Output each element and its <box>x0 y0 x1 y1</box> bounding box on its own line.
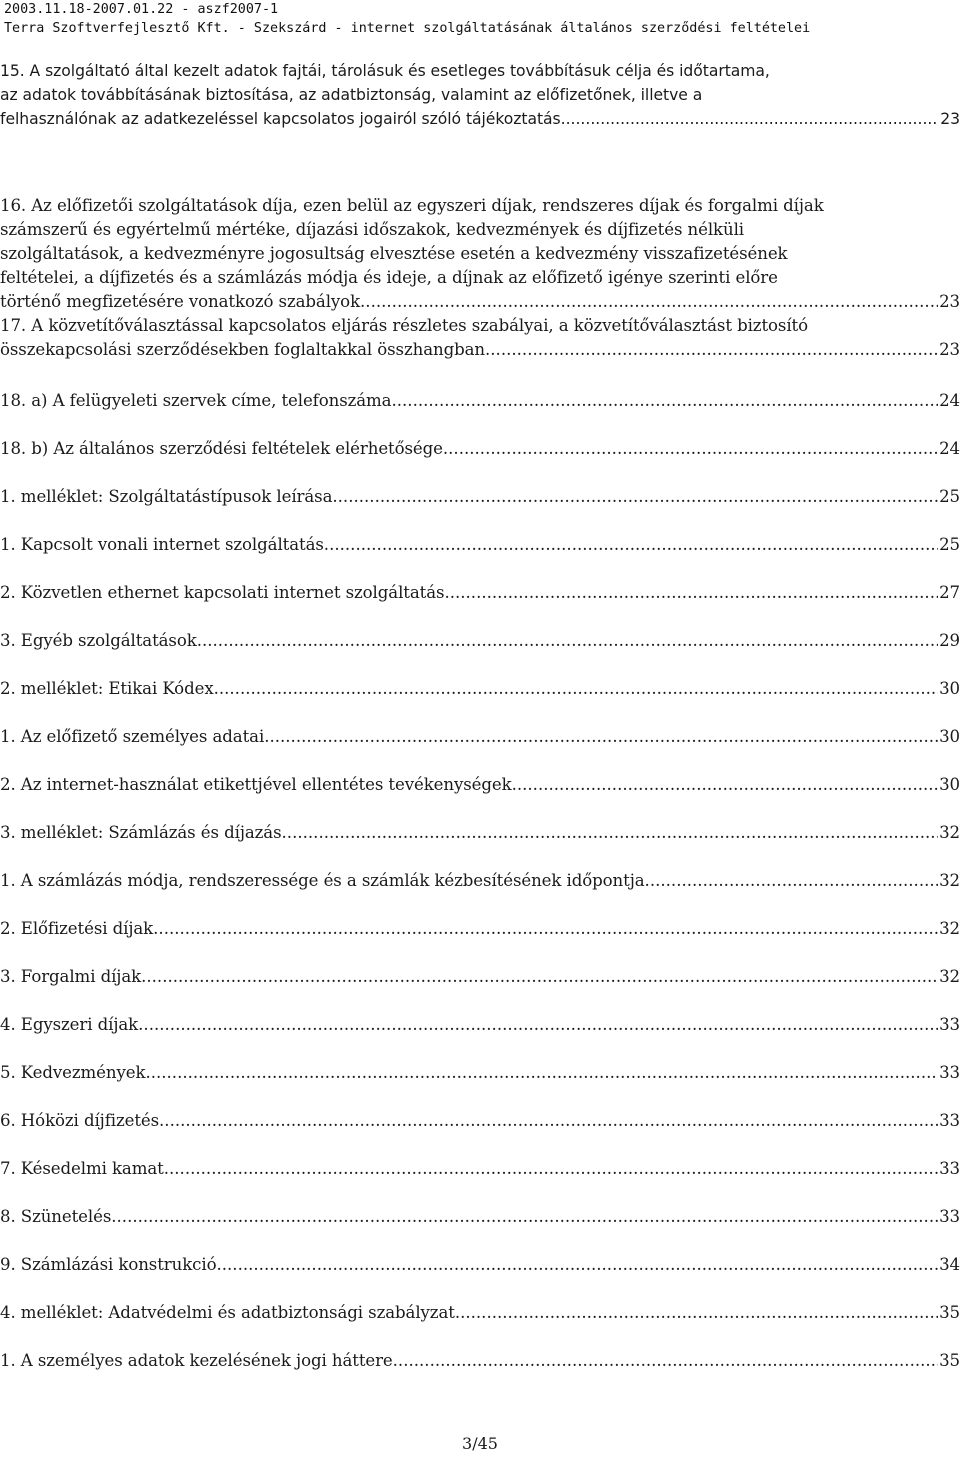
toc-entry-page-number: 34 <box>939 1255 960 1274</box>
toc-entry[interactable] <box>0 1061 960 1085</box>
toc-entry[interactable] <box>0 869 960 893</box>
toc-entry-page-number: 33 <box>939 1207 960 1226</box>
toc-entry-title: 8. Szünetelés <box>0 1207 112 1226</box>
toc-entry-leader-line <box>0 437 960 461</box>
toc-entry-title: 3. Egyéb szolgáltatások <box>0 631 197 650</box>
dot-leader <box>153 917 938 941</box>
dot-leader <box>332 485 938 509</box>
dot-leader <box>197 629 938 653</box>
toc-entry-leader-line <box>0 965 960 989</box>
toc-entry-leader-line <box>0 869 960 893</box>
dot-leader <box>561 107 940 131</box>
toc-entry-page-number: 30 <box>939 775 960 794</box>
toc-entry-page-number: 27 <box>939 583 960 602</box>
toc-entry-leader-line <box>0 1013 960 1037</box>
toc-entry-leader-line <box>0 338 960 362</box>
toc-entry[interactable] <box>0 917 960 941</box>
toc-entry-leader-line <box>0 773 960 797</box>
toc-entry-leader-line <box>0 1157 960 1181</box>
toc-entry[interactable] <box>0 581 960 605</box>
dot-leader <box>145 1061 938 1085</box>
dot-leader <box>485 338 938 362</box>
toc-entry-title: 1. A számlázás módja, rendszeressége és a számlák kézbesítésének időpontja <box>0 871 645 890</box>
toc-entry-title: 18. a) A felügyeleti szervek címe, telefonszáma <box>0 391 392 410</box>
toc-entry[interactable] <box>0 821 960 845</box>
toc-entry[interactable] <box>0 485 960 509</box>
header-title: Terra Szoftverfejlesztő Kft. - Szekszárd - internet szolgáltatásának általános szerződési feltételei <box>4 21 811 36</box>
toc-entry[interactable] <box>0 629 960 653</box>
toc-entry[interactable] <box>0 389 960 413</box>
toc-entry-page-number: 23 <box>939 340 960 359</box>
dot-leader <box>214 677 939 701</box>
toc-entry-title: 2. Az internet-használat etikettjével ellentétes tevékenységek <box>0 775 512 794</box>
toc-entry-leader-line <box>0 1061 960 1085</box>
toc-entry-page-number: 33 <box>939 1159 960 1178</box>
toc-entry-leader-line <box>0 290 960 314</box>
toc-entry-title: 5. Kedvezmények <box>0 1063 146 1082</box>
dot-leader <box>360 290 938 314</box>
toc-entry-title: 7. Késedelmi kamat <box>0 1159 164 1178</box>
toc-entry-line: 17. A közvetítőválasztással kapcsolatos eljárás részletes szabályai, a közvetítőválasztást biztosító <box>0 316 808 335</box>
dot-leader <box>512 773 939 797</box>
dot-leader <box>455 1301 938 1325</box>
toc-entry-line: 15. A szolgáltató által kezelt adatok fajtái, tárolásuk és esetleges továbbításuk célja és időtartama, <box>0 62 770 80</box>
toc-entry[interactable] <box>0 1349 960 1373</box>
toc-entry-page-number: 33 <box>939 1015 960 1034</box>
toc-entry-leader-line <box>0 389 960 413</box>
page-number: 3/45 <box>462 1434 498 1453</box>
toc-entry[interactable] <box>0 1253 960 1277</box>
toc-entry-leader-line <box>0 629 960 653</box>
toc-entry-page-number: 33 <box>939 1111 960 1130</box>
toc-entry-page-number: 24 <box>939 391 960 410</box>
dot-leader <box>216 1253 938 1277</box>
toc-entry-leader-line <box>0 485 960 509</box>
toc-entry-leader-line <box>0 1349 960 1373</box>
toc-entry-title: 1. A személyes adatok kezelésének jogi háttere <box>0 1351 393 1370</box>
toc-entry[interactable] <box>0 1301 960 1325</box>
toc-entry[interactable] <box>0 194 960 314</box>
toc-entry-page-number: 29 <box>939 631 960 650</box>
toc-entry-page-number: 30 <box>939 727 960 746</box>
toc-entry[interactable] <box>0 437 960 461</box>
dot-leader <box>164 1157 938 1181</box>
toc-entry[interactable] <box>0 1013 960 1037</box>
dot-leader <box>391 389 938 413</box>
toc-entry-title: 3. Forgalmi díjak <box>0 967 142 986</box>
toc-entry-title: felhasználónak az adatkezeléssel kapcsolatos jogairól szóló tájékoztatás <box>0 110 561 128</box>
toc-entry-leader-line <box>0 533 960 557</box>
toc-entry-leader-line <box>0 1253 960 1277</box>
toc-entry-title: 6. Hóközi díjfizetés <box>0 1111 160 1130</box>
dot-leader <box>444 581 938 605</box>
dot-leader <box>443 437 938 461</box>
toc-entry[interactable] <box>0 965 960 989</box>
toc-entry-leader-line <box>0 581 960 605</box>
dot-leader <box>324 533 938 557</box>
toc-entry-line: számszerű és egyértelmű mértéke, díjazási időszakok, kedvezmények és díjfizetés nélküli <box>0 220 744 239</box>
toc-entry-line: szolgáltatások, a kedvezményre jogosultság elvesztése esetén a kedvezmény visszafizetésének <box>0 244 788 263</box>
dot-leader <box>138 1013 938 1037</box>
toc-entry-page-number: 32 <box>939 967 960 986</box>
toc-entry-line: 16. Az előfizetői szolgáltatások díja, ezen belül az egyszeri díjak, rendszeres díjak és forgalmi díjak <box>0 196 824 215</box>
header-revision: 2003.11.18-2007.01.22 - aszf2007-1 <box>4 2 279 17</box>
toc-entry-page-number: 25 <box>939 535 960 554</box>
toc-entry[interactable] <box>0 1157 960 1181</box>
toc-entry-title: 2. melléklet: Etikai Kódex <box>0 679 214 698</box>
dot-leader <box>282 821 939 845</box>
toc-entry-page-number: 35 <box>939 1303 960 1322</box>
dot-leader <box>159 1109 938 1133</box>
toc-entry-title: 4. Egyszeri díjak <box>0 1015 139 1034</box>
toc-entry[interactable] <box>0 1205 960 1229</box>
toc-entry-leader-line <box>0 1205 960 1229</box>
toc-entry-page-number: 32 <box>939 823 960 842</box>
toc-entry[interactable] <box>0 1109 960 1133</box>
toc-entry-page-number: 23 <box>939 292 960 311</box>
toc-entry[interactable] <box>0 533 960 557</box>
toc-entry-page-number: 23 <box>940 110 960 128</box>
toc-entry[interactable] <box>0 725 960 749</box>
toc-entry-page-number: 30 <box>939 679 960 698</box>
toc-entry[interactable] <box>0 773 960 797</box>
toc-entry-title: 4. melléklet: Adatvédelmi és adatbiztonsági szabályzat <box>0 1303 455 1322</box>
toc-entry-line: az adatok továbbításának biztosítása, az adatbiztonság, valamint az előfizetőnek, illetve a <box>0 86 703 104</box>
toc-entry-page-number: 24 <box>939 439 960 458</box>
toc-entry-leader-line <box>0 107 960 131</box>
toc-entry-page-number: 35 <box>939 1351 960 1370</box>
dot-leader <box>393 1349 938 1373</box>
toc-entry-leader-line <box>0 917 960 941</box>
toc-entry-leader-line <box>0 1301 960 1325</box>
dot-leader <box>141 965 938 989</box>
toc-entry-page-number: 32 <box>939 919 960 938</box>
toc-entry-page-number: 25 <box>939 487 960 506</box>
toc-entry-title: 2. Közvetlen ethernet kapcsolati internet szolgáltatás <box>0 583 445 602</box>
dot-leader <box>264 725 938 749</box>
document-header <box>4 0 956 38</box>
toc-entry-page-number: 33 <box>939 1063 960 1082</box>
toc-entry-title: 1. melléklet: Szolgáltatástípusok leírása <box>0 487 333 506</box>
toc-entry-title: 1. Az előfizető személyes adatai <box>0 727 265 746</box>
toc-entry[interactable] <box>0 677 960 701</box>
toc-entry-page-number: 32 <box>939 871 960 890</box>
dot-leader <box>111 1205 938 1229</box>
toc-entry-title: 3. melléklet: Számlázás és díjazás <box>0 823 282 842</box>
toc-entry-leader-line <box>0 1109 960 1133</box>
toc-entry[interactable] <box>0 314 960 362</box>
toc-entry-leader-line <box>0 725 960 749</box>
toc-entry-leader-line <box>0 677 960 701</box>
toc-entry-title: történő megfizetésére vonatkozó szabályok <box>0 292 361 311</box>
toc-entry-title: összekapcsolási szerződésekben foglaltakkal összhangban <box>0 340 485 359</box>
toc-entry-line: feltételei, a díjfizetés és a számlázás módja és ideje, a díjnak az előfizető igénye szerinti előre <box>0 268 778 287</box>
toc-entry-leader-line <box>0 821 960 845</box>
dot-leader <box>645 869 939 893</box>
toc-entry-title: 9. Számlázási konstrukció <box>0 1255 217 1274</box>
toc-entry-title: 1. Kapcsolt vonali internet szolgáltatás <box>0 535 324 554</box>
toc-entry-title: 2. Előfizetési díjak <box>0 919 154 938</box>
toc-entry-title: 18. b) Az általános szerződési feltételek elérhetősége <box>0 439 443 458</box>
toc-entry[interactable] <box>0 59 960 131</box>
